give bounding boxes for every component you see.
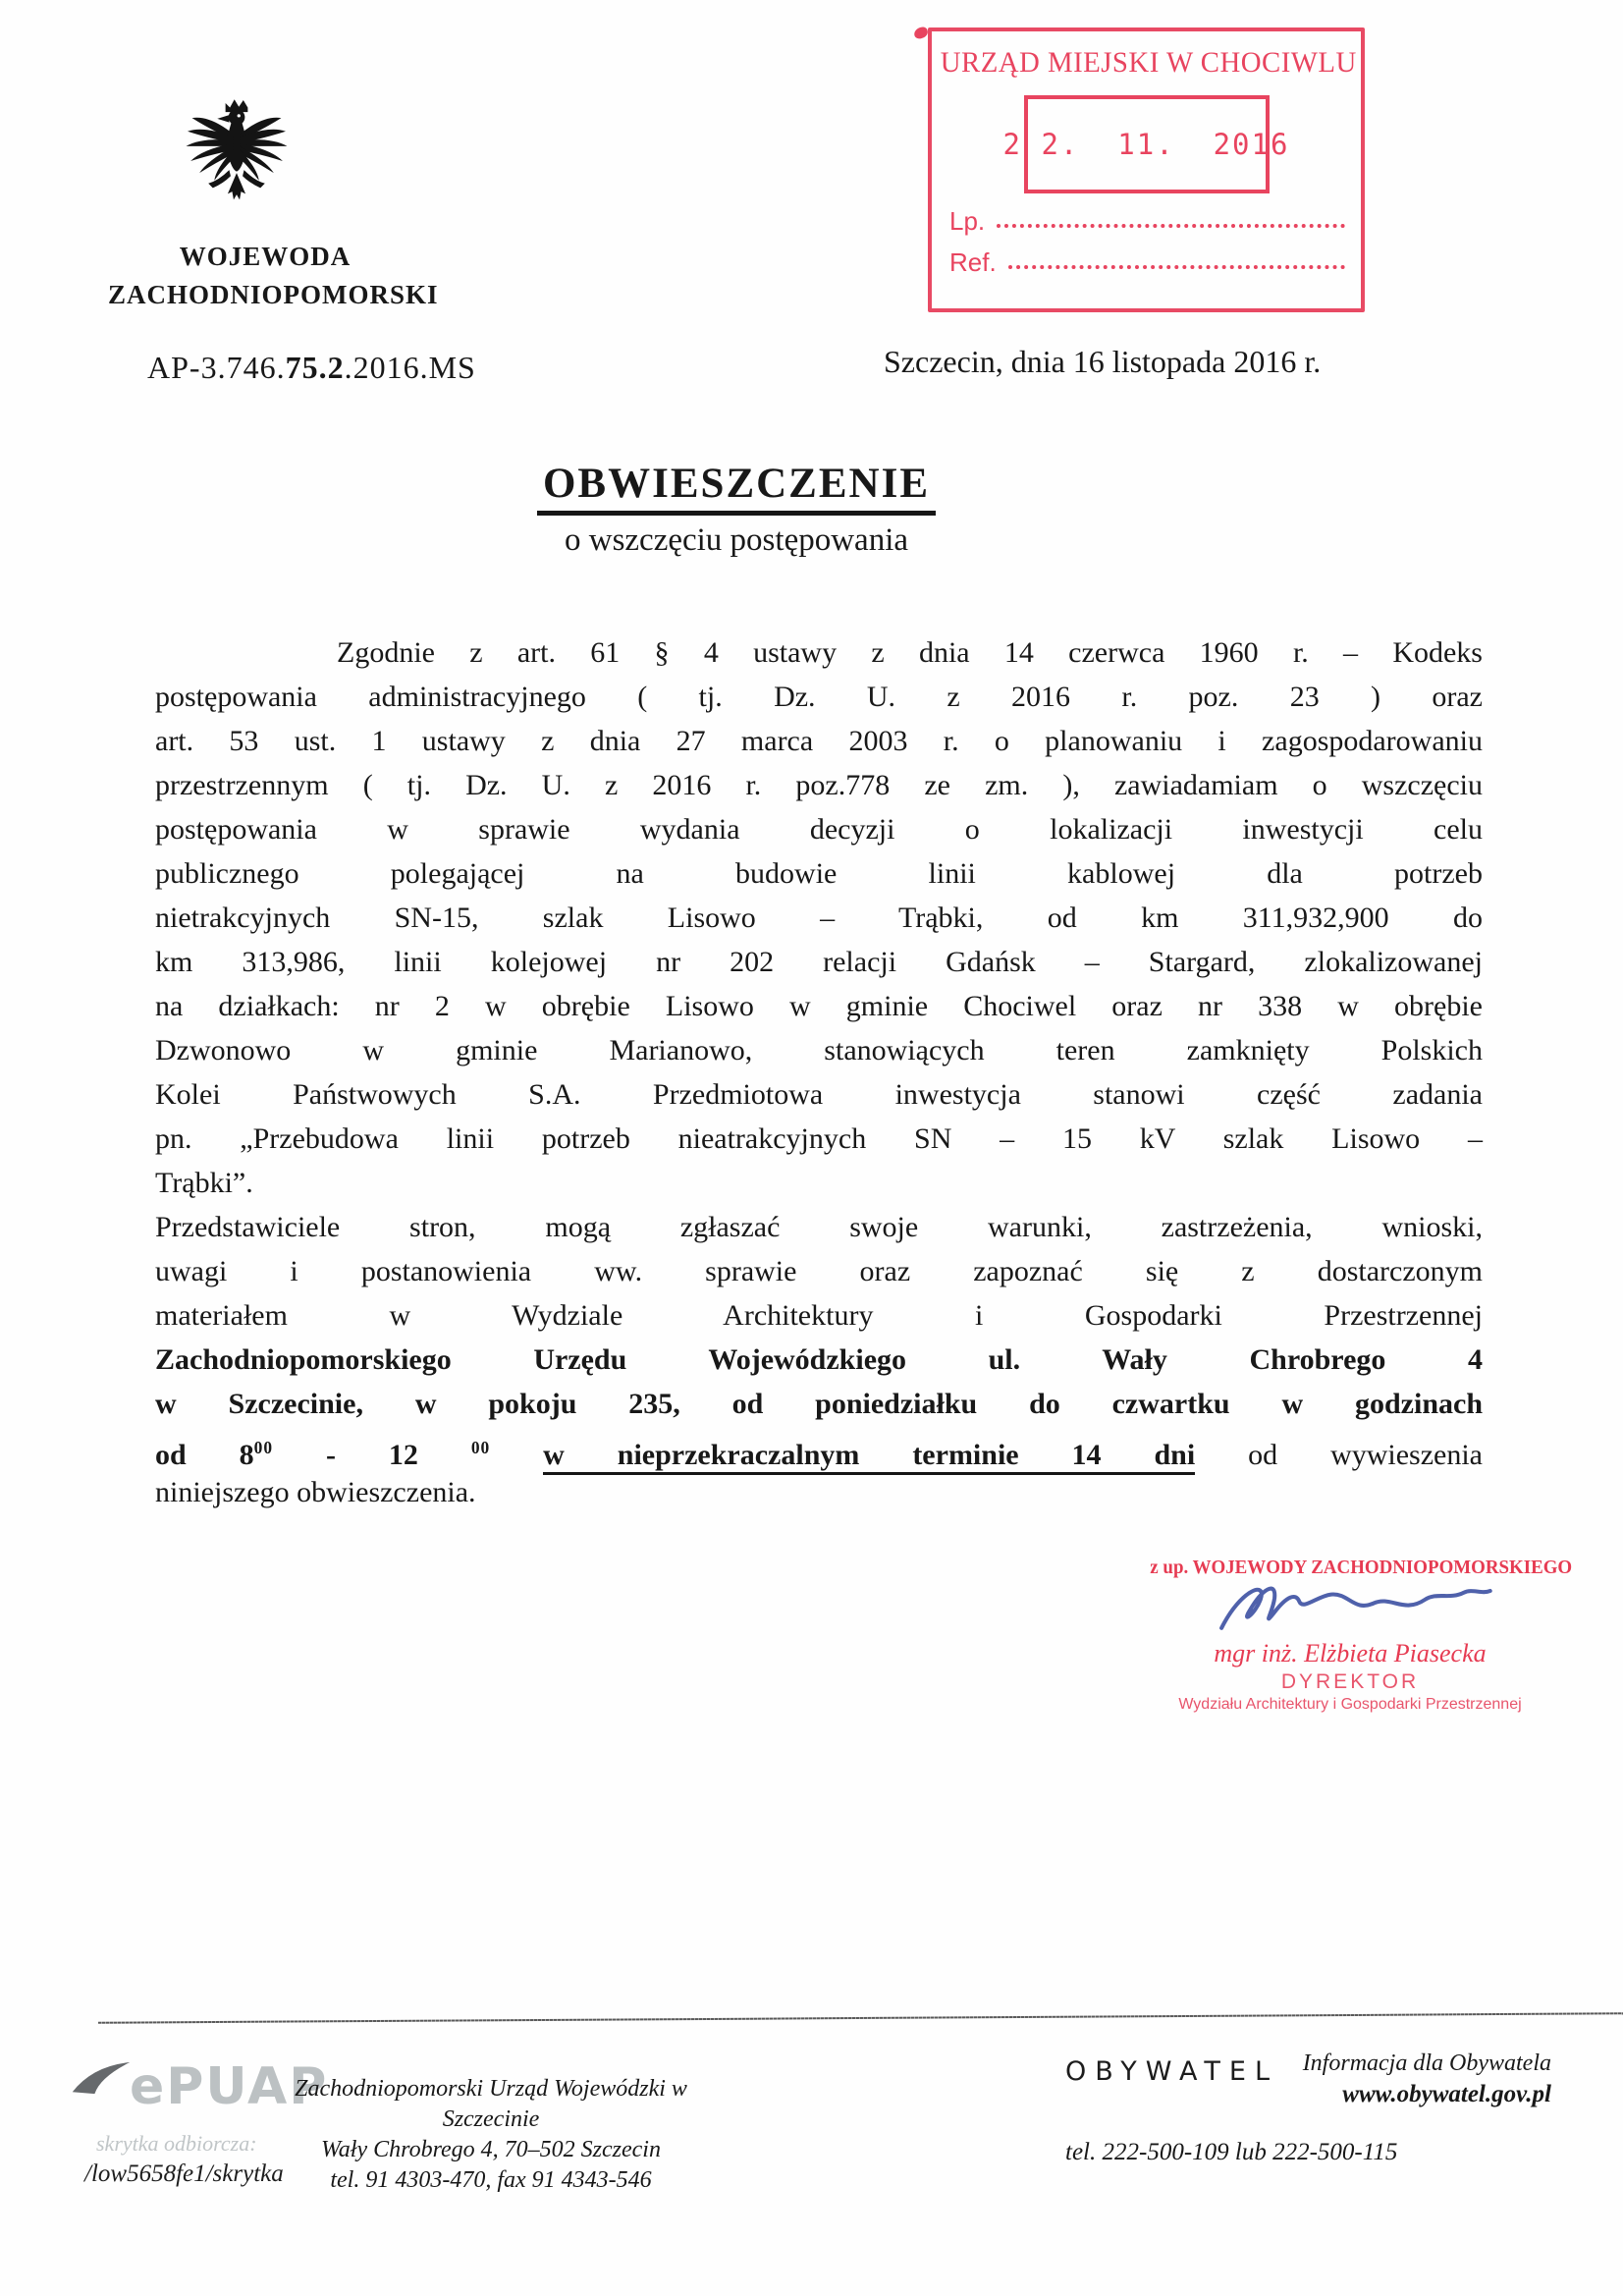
place-date: Szczecin, dnia 16 listopada 2016 r. [884,344,1322,379]
obywatel-logo: OBYWATEL [1065,2056,1278,2087]
body-line: km 313,986, linii kolejowej nr 202 relacji Gdańsk – Stargard, zlokalizowanej [155,946,1483,978]
signer-position: DYREKTOR [1280,1670,1420,1693]
obywatel-info [1303,2049,1551,2109]
body-line: od $8^{00} - 12$ $^{00}$ w nieprzekraczalnym terminie 14 dni od wywieszenia [155,1426,1483,1470]
stamp-ink-blob [913,26,929,39]
signature-block [1144,1558,1573,1714]
obywatel-website: www.obywatel.gov.pl [1342,2081,1551,2107]
body-line: publicznego polegającej na budowie linii kablowej dla potrzeb [155,857,1483,890]
office-address: Wały Chrobrego 4, 70–502 Szczecin [321,2137,661,2162]
epuap-logo: ePUAP [130,2057,329,2116]
signer-name: mgr inż. Elżbieta Piasecka [1214,1639,1487,1667]
body-line: postępowania w sprawie wydania decyzji o lokalizacji inwestycji celu [155,813,1483,846]
receipt-stamp [928,27,1365,312]
stamp-ref-dotted-line [1008,265,1345,269]
body-line: Zgodnie z art. 61 § 4 ustawy z dnia 14 czerwca 1960 r. – Kodeks [337,636,1483,669]
body-line: Kolei Państwowych S.A. Przedmiotowa inwestycja stanowi część zadania [155,1078,1483,1111]
signature-authorization: z up. WOJEWODY ZACHODNIOPOMORSKIEGO [1150,1558,1573,1578]
body-text [155,630,1483,1514]
case-number-prefix: AP-3.746. [147,350,286,385]
stamp-office-name: URZĄD MIEJSKI W CHOCIWLU [940,46,1357,79]
polish-eagle-emblem-icon [185,82,289,233]
body-line: postępowania administracyjnego ( tj. Dz. U. z 2016 r. poz. 23 ) oraz [155,681,1483,713]
body-line: Dzwonowo w gminie Marianowo, stanowiących teren zamknięty Polskich [155,1034,1483,1066]
stamp-ref-label: Ref. [949,247,997,277]
document-title: OBWIESZCZENIE [537,460,936,516]
stamp-lp-label: Lp. [949,206,986,236]
body-line: niniejszego obwieszczenia. [155,1476,476,1508]
case-number-suffix: .2016.MS [344,350,476,385]
epuap-block [69,2057,329,2188]
obywatel-info-line: Informacja dla Obywatela [1302,2050,1551,2076]
issuer-title [108,238,439,314]
obywatel-phone: tel. 222-500-109 lub 222-500-115 [1065,2139,1398,2165]
body-line: Trąbki”. [155,1167,253,1199]
body-line: nietrakcyjnych SN-15, szlak Lisowo – Trąbki, od km 311,932,900 do [155,902,1483,934]
body-line: art. 53 ust. 1 ustawy z dnia 27 marca 2003 r. o planowaniu i zagospodarowaniu [155,725,1483,757]
body-line: uwagi i postanowienia ww. sprawie oraz zapoznać się z dostarczonym [155,1255,1483,1287]
office-contact-block [275,2074,707,2196]
case-number-bold: 75.2 [285,350,345,385]
epuap-inbox-address: /low5658fe1/skrytka [84,2160,284,2187]
body-line: Zachodniopomorskiego Urzędu Wojewódzkiego ul. Wały Chrobrego 4 [155,1343,1483,1376]
signer-department: Wydziału Architektury i Gospodarki Przestrzennej [1178,1696,1522,1713]
body-line: Przedstawiciele stron, mogą zgłaszać swoje warunki, zastrzeżenia, wnioski, [155,1211,1483,1243]
body-line: w Szczecinie, w pokoju 235, od poniedziałku do czwartku w godzinach [155,1388,1483,1420]
stamp-ref-row [949,248,1345,276]
title-block [393,460,1080,559]
office-name: Zachodniopomorski Urząd Wojewódzki w Szczecinie [295,2076,687,2132]
stamp-date-box [1002,95,1290,193]
stamp-date: 2 2. 11. 2016 [1002,128,1290,161]
handwritten-signature-icon [1154,1573,1556,1649]
epuap-inbox-label: skrytka odbiorcza: [96,2131,257,2156]
stamp-lp-row [949,207,1345,235]
issuer-line2: ZACHODNIOPOMORSKI [108,280,439,309]
stamp-lp-dotted-line [997,224,1345,228]
issuer-line1: WOJEWODA [179,242,352,271]
body-line: pn. „Przebudowa linii potrzeb nieatrakcyjnych SN – 15 kV szlak Lisowo – [155,1122,1483,1155]
epuap-swoosh-icon [69,2058,134,2105]
body-line: przestrzennym ( tj. Dz. U. z 2016 r. poz.778 ze zm. ), zawiadamiam o wszczęciu [155,769,1483,801]
body-line: na działkach: nr 2 w obrębie Lisowo w gminie Chociwel oraz nr 338 w obrębie [155,990,1483,1022]
case-number [147,350,476,386]
body-line: materiałem w Wydziale Architektury i Gospodarki Przestrzennej [155,1299,1483,1332]
document-subtitle: o wszczęciu postępowania [564,522,909,558]
footer-divider [98,2012,1623,2023]
obywatel-block [1065,2049,1551,2166]
office-phone-fax: tel. 91 4303-470, fax 91 4343-546 [330,2167,652,2193]
